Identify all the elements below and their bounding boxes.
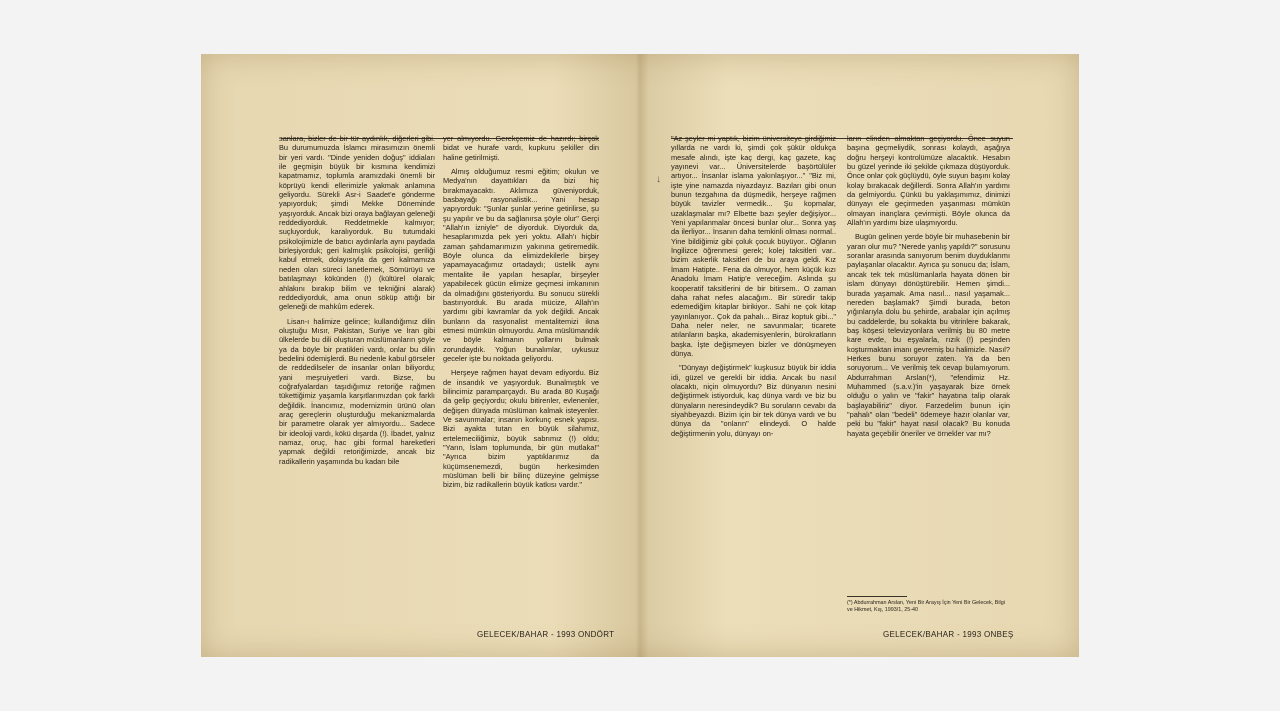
footnote-rule <box>847 596 907 597</box>
paragraph: Lisan-ı halimize gelince; kullandığımız dilin oluştuğu Mısır, Pakistan, Suriye ve İran gibi ülkelerde bu dili oluşturan müslümanların şöyle ya da böyle bir pratikleri vardı, onlar bu dilin bedelini ödemişlerdi. Bu nedenle kabul görseler de reddedilseler de insanlar onları biliyordu; yani meşruiyetleri vardı. Bizse, bu coğrafyalardan taşıdığımız retoriğe rağmen tükettiğimiz yaşamla karşıtlarımızdan çok farklı değildik. İnancımız, modernizmin ürünü olan araç gereçlerin oluşturduğu mekanizmalarda bir parametre olarak yer almıyordu... Sadece bir ideoloji vardı, kökü dışarda (!). İbadet, yalnız namaz, oruç, hac gibi formal hareketleri yapmak değildi retoriğimizde, ancak biz radikallerin yaşamında bu kadarı bile <box>279 316 435 466</box>
left-page-column-2 <box>443 134 599 629</box>
right-page-column-2 <box>847 134 1010 639</box>
paragraph: "Dünyayı değiştirmek" kuşkusuz büyük bir iddia idi, güzel ve gerekli bir iddia. Ancak bu nasıl olacaktı, niçin olmuyordu? Biz dünyanın nesini değiştirmek istiyorduk, kaç dünya vardı ve biz bu dünyaların neresindeydik? Bu soruların cevabı da siyahbeyazdı. Bizim için bir tek dünya vardı ve bu dünya da "onların" elindeydi. O halde değiştirmenin yolu, dünyayı on- <box>671 363 836 438</box>
right-page <box>640 54 1079 657</box>
paragraph: ların elinden almaktan geçiyordu. Önce suyun başına geçmeliydik, sonrası kolaydı, aşağıya doğru herşeyi kontrolümüze alacaktık. Hesabın bu güzel yerinde iki şekilde çıkmaza düşüyorduk. Önce onlar çok güçlüydü, öyle suyun başını kolay kolay bırakacak değillerdi. Sonra Allah'ın yardımı da gelmiyordu. Çünkü bu yaklaşımımız, dinimizi dünyayı ele geçirmeden yaşanması mümkün olmayan inançlara çevirmişti. Böyle olunca da Allah'ın yardımı bize ulaşmıyordu. <box>847 134 1010 228</box>
paragraph: yer almıyordu. Gerekçemiz de hazırdı; birçok bidat ve hurafe vardı, kupkuru şekiller din haline getirilmişti. <box>443 134 599 162</box>
page-footer: GELECEK/BAHAR - 1993 ONBEŞ <box>883 630 1014 639</box>
arrow-mark-icon: ↓ <box>656 174 661 185</box>
left-page <box>201 54 640 657</box>
paragraph: Bugün gelinen yerde böyle bir muhasebenin bir yararı olur mu? "Nerede yanlış yapıldı?" sorusunu soranlar arasında sanıyorum benim duyduklarımı paylaşanlar olacaktır. Ayrıca şu sonucu da; İslam, ancak tek tek müslümanlarla hayata dönen bir islam dünyayı dönüştürebilir. Hemen şimdi... burada yaşamak. Ama nasıl... nasıl yaşamak... nereden başlamak? Şimdi burada, beton yığınlarıyla dolu bu şehirde, arabalar için açılmış bu caddelerde, bu sokakta bu vitrinlere bakarak, baş köşesi televizyonlara verilmiş bu 80 metre kare evde, bu eşyalarla, rızık (!) peşinden koşturmaktan imanı gevremiş bu halimizle. Nasıl? Herkes bunu soruyor zaten. Ya da ben soruyorum... Ve verilmiş tek cevap bulamıyorum. Abdurrahman Arslan(*), "efendimiz Hz. Muhammed (s.a.v.)'in yaşayarak bize örnek olduğu o yalın ve "fakir" hayatına talip olarak başlayabiliriz" diyor. Farzedelim bunun için "pahalı" olan "bedeli" ödemeye hazır olanlar var, peki bu "fakir" hayat nasıl olacak? Bu konuda hayata geçebilir öneriler ve örnekler var mı? <box>847 232 1010 438</box>
footnote: (*) Abdurrahman Arslan, Yeni Bir Arayış İçin Yeni Bir Gelecek, Bilgi ve Hikmet, Kış, 1993/1, 25-40 <box>847 600 1005 613</box>
paragraph: sanlara, bizler de bir tür aydınlık, diğerleri gibi. Bu durumumuzda İslamcı mirasımızın önemli bir yeri vardı. "Dinde yeniden doğuş" iddiaları ile geçmişin büyük bir kısmına kendimizi kapatmamız, toplumla aramızdaki önemli bir köprüyü kendi ellerimizle yakmak anlamına geliyordu. Sürekli Asr-i Saadet'e gönderme yapıyorduk; şimdi Mekke Döneminde yaşıyorduk. Ancak bizi oraya bağlayan geleneği reddediyorduk. Reddetmekle kalmıyor; suçluyorduk, karalıyorduk. Bu tutumdaki psikolojimizle de batıcı aydınlarla aynı paydada birleşiyorduk; geri kalmışlık psikolojisi, geriliği kabul etmek, dolayısıyla da geri kalmamıza neden olan süreci lanetlemek, Sömürüyü ve batılaşmayı kökünden (!) (kültürel olarak; ahlakını bırakıp bilim ve tekniğini alarak) reddediyorduk, ama onun söküp attığı bir geleneği de mahkûm ederek. <box>279 134 435 312</box>
paragraph: Herşeye rağmen hayat devam ediyordu. Biz de insandık ve yaşıyorduk. Bunalmıştık ve bilincimiz paramparçaydı. Bu arada 80 Kuşağı da gelip geçiyordu; okulu bitirenler, evlenenler, değişen dünyada müslüman kalmak isteyenler. Ve savunmalar; insanın korkunç esnek yapısı. Bizi ayakta tutan en büyük silahımız, ertelemeciliğimiz, büyük sabrımız (!) oldu; "Yarın, İslam toplumunda, bir gün mutlaka!" "Ayrıca bizim yaptıklarımız da küçümsenemezdi, bugün herkesimden müslüman belli bir bilinç düzeyine gelmişse bizim, biz radikallerin büyük katkısı vardır." <box>443 368 599 490</box>
page-footer: GELECEK/BAHAR - 1993 ONDÖRT <box>477 630 615 639</box>
magazine-spread <box>201 54 1079 657</box>
paragraph: Almış olduğumuz resmi eğitim; okulun ve Medya'nın dayattıkları da bizi hiç bırakmayacaktı. Aklımıza güveniyorduk, basbayağı rasyonalistik... Yani hesap yapıyorduk: "Şunlar şunlar yerine getirilirse, şu şu yapılır ve bu da sağlanırsa şöyle olur" Gerçi "Allah'ın izniyle" de diyorduk. Diyorduk da, hesaplarımızda pek yeri yoktu. Allah'ı hiçbir zaman şahdamarımızın yakınına getiremedik. Böyle olunca da elimizdekilerle birşey yapamayacağımız ortadaydı; üstelik aynı mentalite ile yapılan hesaplar, birşeyler yapabilecek gücün elimize geçmesi imkanının da olmadığını gösteriyordu. Bu sonucu sürekli bastırıyorduk. Bu arada mücize, Allah'ın yardımı gibi kavramlar da yok değildi. Ancak bunların da rasyonalist mentalitemizi ikna etmesi mümkün olmuyordu. Ama müslümandık ve böyle kalmanın yollarını bulmak zorundaydık. Yoğun bunalımlar, uykusuz geceler işte bu noktada geliyordu. <box>443 167 599 363</box>
right-page-column-1 <box>671 134 836 639</box>
paragraph: "Az şeyler mi yaptık, bizim üniversiteye girdiğimiz yıllarda ne vardı ki, şimdi çok şükür oldukça mesafe alındı, işte kaç dergi, kaç gazete, kaç yayınevi var... Üniversitelerde başörtülüler artıyor... İnsanlar islama yakınlaşıyor..." "Biz mi, işte yine namazda niyazdayız. Bazıları gibi onun bunun tezgahına da düşmedik, herşeye rağmen büyük tavizler vermedik... Şu kopmalar, uzaklaşmalar mı? Elbette bazı şeyler değişiyor... Yeni yapılanmalar öncesi bunlar olur... Sonra yaş da ilerliyor... İnsanın daha temkinli olması normal.. Yine bildiğimiz gibi çoluk çocuk büyüyor.. Oğlanın İngilizce öğrenmesi gerek; kolej taksitleri var.. bizim askerlik taksitleri de bu araya geldi. Kız İmam Hatipte.. Fena da olmuyor, hem küçük kızı Anadolu İmam Hatip'e vereceğim. Aslında şu kooperatif taksitlerini de bir bitirsem.. O zaman daha rahat nefes alacağım.. Bir süredir takip edemediğim kitaplar birikiyor.. Sahi ne çok kitap yayınlanıyor.. Çok da pahalı... Biraz koptuk gibi..." Daha neler neler, ne savunmalar; ticarete atılanların başka, akademisyenlerin, bürokratların başka. İşte değişmeyen bizler ve dönüşmeyen dünya. <box>671 134 836 358</box>
left-page-column-1 <box>279 134 435 629</box>
